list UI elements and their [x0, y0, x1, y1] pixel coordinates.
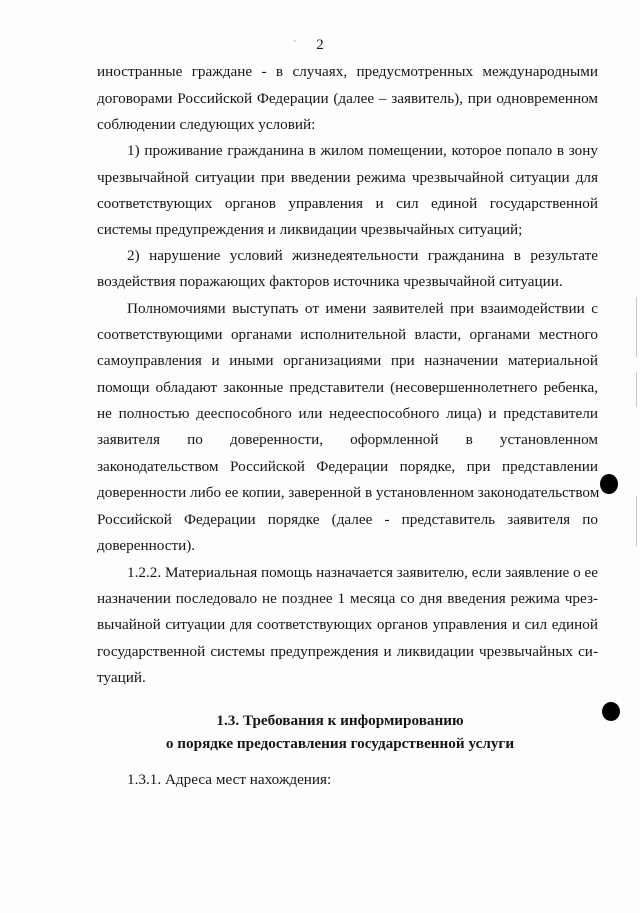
text-line: 1) проживание гражданина в жилом помещении, которое попало в зону [127, 142, 598, 159]
text-line: государственной системы предупреждения и ликвидации чрезвычайных си- [97, 643, 598, 660]
text-line: доверенности либо ее копии, заверенной в установленном законодательством [97, 484, 600, 501]
scan-edge-mark [636, 496, 637, 546]
text-line: доверенности). [97, 537, 196, 554]
text-line: вычайной ситуации для соответствующих органов управления и сил единой [97, 616, 598, 633]
text-line: воздействия поражающих факторов источника чрезвычайной ситуации. [97, 273, 563, 290]
text-line: помощи обладают законные представители (несовершеннолетнего ребенка, [97, 379, 598, 396]
text-line: туаций. [97, 669, 146, 686]
text-line: 1.2.2. Материальная помощь назначается заявителю, если заявление о ее [127, 564, 598, 581]
text-line: договорами Российской Федерации (далее – заявитель), при одновременном [97, 90, 598, 107]
page-number: 2 [316, 37, 324, 53]
text-line: не полностью дееспособного или недееспособного лица) и представители [97, 405, 598, 422]
text-line: назначении последовало не позднее 1 месяца со дня введения режима чрез- [97, 590, 598, 607]
text-line: 1.3.1. Адреса мест нахождения: [127, 771, 332, 788]
text-line: законодательством Российской Федерации порядке, при представлении [97, 458, 598, 475]
text-line: иностранные граждане - в случаях, предусмотренных международными [97, 63, 598, 80]
scan-edge-mark [636, 372, 637, 407]
text-line: соответствующих органов управления и сил единой государственной [97, 195, 598, 212]
scan-edge-mark [636, 297, 637, 357]
text-line: Российской Федерации порядке (далее - представитель заявителя по [97, 511, 598, 528]
text-line: заявителя по доверенности, оформленной в установленном [97, 431, 598, 448]
section-heading-line-2: о порядке предоставления государственной услуги [165, 735, 515, 752]
binder-hole-dot [602, 702, 620, 721]
text-line: системы предупреждения и ликвидации чрезвычайных ситуаций; [97, 221, 523, 238]
text-line: соблюдении следующих условий: [97, 116, 316, 133]
text-line: соответствующими органами исполнительной власти, органами местного [97, 326, 598, 343]
text-line: самоуправления и иными организациями при назначении материальной [97, 352, 598, 369]
section-heading-line-1: 1.3. Требования к информированию [216, 712, 464, 729]
text-line: чрезвычайной ситуации при введении режима чрезвычайной ситуации для [97, 169, 598, 186]
binder-hole-dot [600, 474, 618, 494]
stray-mark: ´ [293, 40, 297, 51]
text-line: Полномочиями выступать от имени заявителей при взаимодействии с [127, 300, 598, 317]
text-line: 2) нарушение условий жизнедеятельности гражданина в результате [127, 247, 598, 264]
